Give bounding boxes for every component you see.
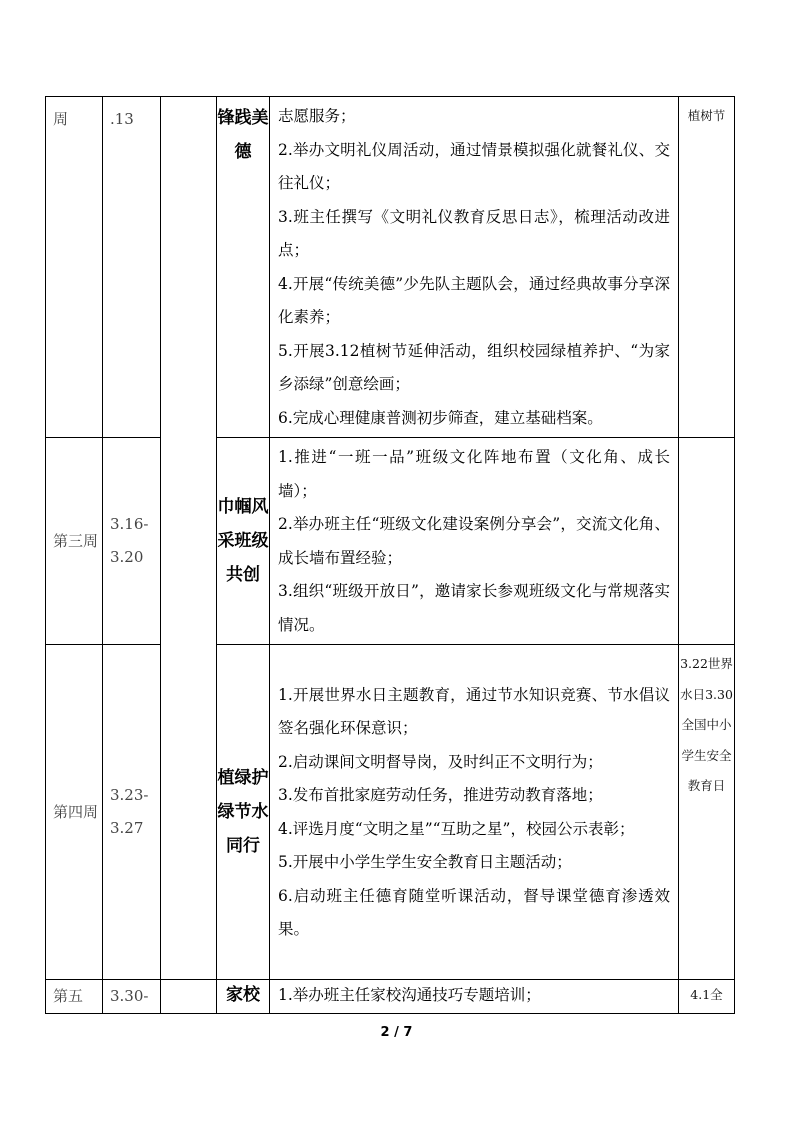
schedule-table bbox=[45, 96, 735, 1014]
date-cell: 3.30- bbox=[103, 980, 161, 1014]
blank-merged-cell bbox=[161, 97, 217, 980]
blank-cell bbox=[161, 980, 217, 1014]
work-content-cell bbox=[270, 97, 679, 438]
work-item: 1.推进“一班一品”班级文化阵地布置（文化角、成长墙）； bbox=[278, 448, 670, 500]
work-content-cell bbox=[270, 438, 679, 645]
work-item: 6.完成心理健康普测初步筛查，建立基础档案。 bbox=[278, 408, 603, 427]
work-item: 1.举办班主任家校沟通技巧专题培训； bbox=[278, 986, 541, 1004]
work-item: 2.举办文明礼仪周活动，通过情景模拟强化就餐礼仪、交往礼仪； bbox=[278, 140, 670, 192]
theme-cell: 家校 bbox=[217, 980, 270, 1014]
festival-cell: 3.22世界水日3.30全国中小学生安全教育日 bbox=[679, 645, 735, 980]
week-cell: 第四周 bbox=[46, 645, 103, 980]
week-cell: 第三周 bbox=[46, 438, 103, 645]
page-number: 2 / 7 bbox=[380, 1025, 413, 1040]
work-item: 3.组织“班级开放日”，邀请家长参观班级文化与常规落实情况。 bbox=[278, 582, 670, 634]
table-row bbox=[46, 97, 735, 438]
work-item: 5.开展中小学生学生安全教育日主题活动； bbox=[278, 853, 572, 871]
festival-cell: 4.1全 bbox=[679, 980, 735, 1014]
table-row bbox=[46, 980, 735, 1014]
work-item: 志愿服务； bbox=[278, 107, 356, 125]
theme-cell: 巾帼风采班级共创 bbox=[217, 438, 270, 645]
table-row bbox=[46, 438, 735, 645]
work-item: 4.开展“传统美德”少先队主题队会，通过经典故事分享深化素养； bbox=[278, 274, 670, 326]
week-cell: 第五 bbox=[46, 980, 103, 1014]
week-cell: 周 bbox=[46, 97, 103, 438]
work-item: 2.启动课间文明督导岗，及时纠正不文明行为； bbox=[278, 752, 603, 771]
festival-cell bbox=[679, 438, 735, 645]
theme-cell: 锋践美德 bbox=[217, 97, 270, 438]
work-item: 4.评选月度“文明之星”“互助之星”，校园公示表彰； bbox=[278, 819, 635, 838]
festival-cell: 植树节 bbox=[679, 97, 735, 438]
date-cell: .13 bbox=[103, 97, 161, 438]
work-item: 1.开展世界水日主题教育，通过节水知识竞赛、节水倡议签名强化环保意识； bbox=[278, 685, 670, 737]
work-item: 2.举办班主任“班级文化建设案例分享会”，交流文化角、成长墙布置经验； bbox=[278, 515, 670, 567]
work-item: 3.班主任撰写《文明礼仪教育反思日志》，梳理活动改进点； bbox=[278, 207, 670, 259]
date-cell: 3.23-3.27 bbox=[103, 645, 161, 980]
date-cell: 3.16-3.20 bbox=[103, 438, 161, 645]
table-row bbox=[46, 645, 735, 980]
theme-cell: 植绿护绿节水同行 bbox=[217, 645, 270, 980]
work-item: 5.开展3.12植树节延伸活动，组织校园绿植养护、“为家乡添绿”创意绘画； bbox=[278, 341, 670, 393]
work-content-cell bbox=[270, 645, 679, 980]
work-item: 3.发布首批家庭劳动任务，推进劳动教育落地； bbox=[278, 786, 603, 804]
work-content-cell bbox=[270, 980, 679, 1014]
work-item: 6.启动班主任德育随堂听课活动，督导课堂德育渗透效果。 bbox=[278, 886, 670, 938]
